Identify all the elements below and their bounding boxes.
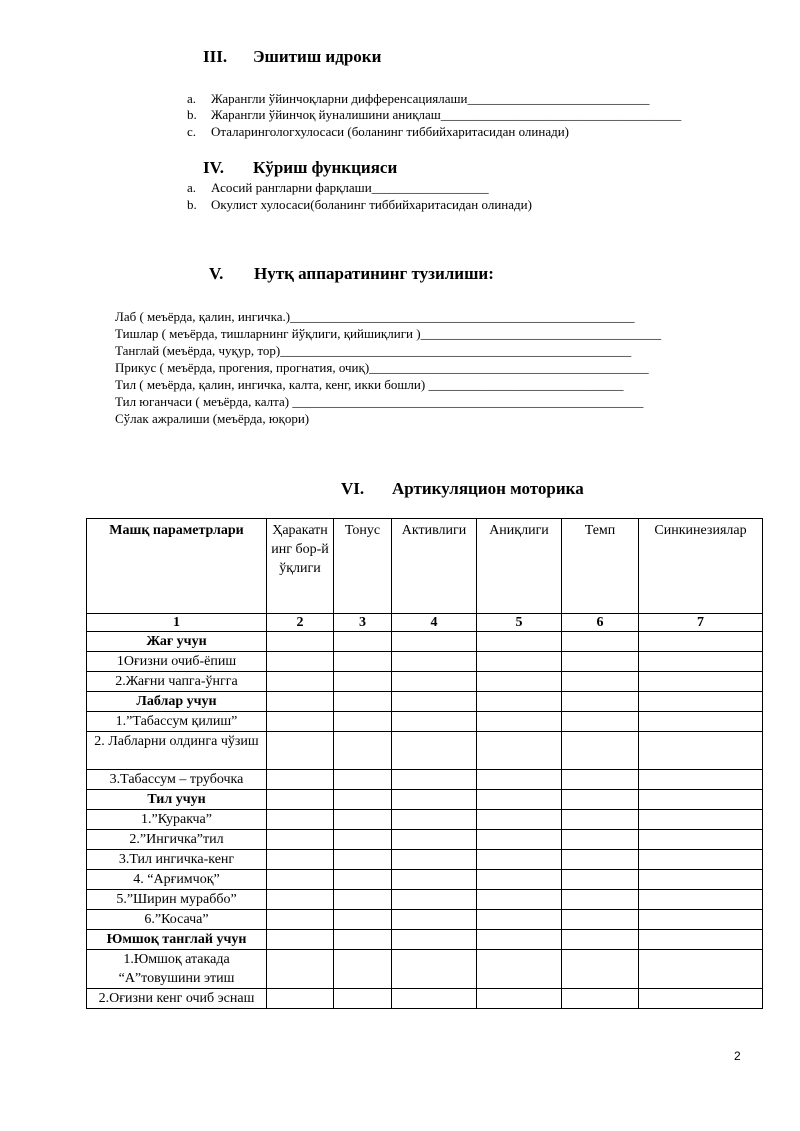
rating-cell[interactable] xyxy=(477,732,562,770)
item-text: Жарангли ўйинчоқларни дифференсациялаши____________________________ xyxy=(211,91,650,106)
exercise-label: 2.”Ингичка”тил xyxy=(87,830,267,850)
header-exercise: Машқ параметрлари xyxy=(87,519,267,614)
rating-cell[interactable] xyxy=(639,732,763,770)
rating-cell[interactable] xyxy=(267,989,334,1009)
frenulum-field: Тил юганчаси ( меъёрда, калта) ______________________________________________________ xyxy=(115,394,644,409)
rating-cell[interactable] xyxy=(267,712,334,732)
rating-cell[interactable] xyxy=(639,672,763,692)
item-marker: a. xyxy=(187,180,197,195)
rating-cell[interactable] xyxy=(334,850,392,870)
rating-cell[interactable] xyxy=(334,692,392,712)
rating-cell[interactable] xyxy=(334,930,392,950)
rating-cell[interactable] xyxy=(392,870,477,890)
rating-cell[interactable] xyxy=(562,632,639,652)
rating-cell[interactable] xyxy=(562,672,639,692)
exercise-label: 6.”Косача” xyxy=(87,910,267,930)
table-header-row xyxy=(87,519,763,614)
rating-cell[interactable] xyxy=(477,930,562,950)
rating-cell[interactable] xyxy=(267,692,334,712)
rating-cell[interactable] xyxy=(477,810,562,830)
table-row xyxy=(87,910,763,930)
rating-cell[interactable] xyxy=(562,950,639,989)
rating-cell[interactable] xyxy=(267,930,334,950)
rating-cell[interactable] xyxy=(562,652,639,672)
table-row xyxy=(87,989,763,1009)
exercise-label: 1.”Табассум қилиш” xyxy=(87,712,267,732)
rating-cell[interactable] xyxy=(562,890,639,910)
exercise-label: 1.Юмшоқ атакада “А”товушини этиш xyxy=(87,950,267,989)
rating-cell[interactable] xyxy=(392,910,477,930)
tongue-field: Тил ( меъёрда, қалин, ингичка, калта, кенг, икки бошли) ______________________________ xyxy=(115,377,624,392)
section-6-heading xyxy=(341,479,584,499)
rating-cell[interactable] xyxy=(639,692,763,712)
exercise-label: 2.Жағни чапга-ўнгга xyxy=(87,672,267,692)
rating-cell[interactable] xyxy=(392,850,477,870)
item-text: Окулист хулосаси(боланинг тиббийхаритасидан олинади) xyxy=(211,197,532,212)
exercise-label: 2. Лабларни олдинга чўзиш xyxy=(87,732,267,770)
table-row xyxy=(87,770,763,790)
table-row xyxy=(87,870,763,890)
rating-cell[interactable] xyxy=(477,672,562,692)
rating-cell[interactable] xyxy=(562,910,639,930)
rating-cell[interactable] xyxy=(392,732,477,770)
rating-cell[interactable] xyxy=(639,910,763,930)
table-section-row xyxy=(87,692,763,712)
rating-cell[interactable] xyxy=(639,890,763,910)
rating-cell[interactable] xyxy=(639,632,763,652)
column-number: 6 xyxy=(562,614,639,632)
rating-cell[interactable] xyxy=(267,950,334,989)
table-row xyxy=(87,652,763,672)
rating-cell[interactable] xyxy=(477,692,562,712)
table-row xyxy=(87,732,763,770)
table-row xyxy=(87,950,763,989)
rating-cell[interactable] xyxy=(334,870,392,890)
rating-cell[interactable] xyxy=(334,652,392,672)
table-row xyxy=(87,890,763,910)
rating-cell[interactable] xyxy=(392,692,477,712)
rating-cell[interactable] xyxy=(334,830,392,850)
header-activity: Активлиги xyxy=(392,519,477,614)
rating-cell[interactable] xyxy=(639,810,763,830)
section-label: Юмшоқ танглай учун xyxy=(87,930,267,950)
section-4-title: Кўриш функцияси xyxy=(253,158,398,177)
rating-cell[interactable] xyxy=(477,770,562,790)
rating-cell[interactable] xyxy=(334,632,392,652)
section-3-item xyxy=(187,107,681,123)
column-number: 4 xyxy=(392,614,477,632)
rating-cell[interactable] xyxy=(392,790,477,810)
item-marker: b. xyxy=(187,197,197,212)
teeth-field: Тишлар ( меъёрда, тишларнинг йўқлиги, қийшиқлиги )_____________________________________ xyxy=(115,326,662,341)
rating-cell[interactable] xyxy=(267,632,334,652)
lip-field: Лаб ( меъёрда, қалин, ингичка.)_____________________________________________________ xyxy=(115,309,635,324)
section-3-numeral: III. xyxy=(203,47,228,66)
rating-cell[interactable] xyxy=(392,652,477,672)
section-4-heading xyxy=(203,158,397,178)
rating-cell[interactable] xyxy=(477,790,562,810)
rating-cell[interactable] xyxy=(477,870,562,890)
rating-cell[interactable] xyxy=(562,732,639,770)
rating-cell[interactable] xyxy=(477,712,562,732)
rating-cell[interactable] xyxy=(392,810,477,830)
articulation-table xyxy=(86,518,763,1009)
item-marker: b. xyxy=(187,107,197,122)
rating-cell[interactable] xyxy=(562,989,639,1009)
section-4-item xyxy=(187,197,532,213)
rating-cell[interactable] xyxy=(392,950,477,989)
rating-cell[interactable] xyxy=(392,712,477,732)
page-number: 2 xyxy=(734,1049,741,1063)
rating-cell[interactable] xyxy=(562,870,639,890)
rating-cell[interactable] xyxy=(562,790,639,810)
header-tempo: Темп xyxy=(562,519,639,614)
section-6-title: Артикуляцион моторика xyxy=(392,479,584,498)
item-marker: c. xyxy=(187,124,197,139)
rating-cell[interactable] xyxy=(267,890,334,910)
table-row xyxy=(87,850,763,870)
section-4-numeral: IV. xyxy=(203,158,224,177)
rating-cell[interactable] xyxy=(477,950,562,989)
rating-cell[interactable] xyxy=(562,712,639,732)
rating-cell[interactable] xyxy=(562,850,639,870)
section-label: Лаблар учун xyxy=(87,692,267,712)
rating-cell[interactable] xyxy=(639,712,763,732)
rating-cell[interactable] xyxy=(267,652,334,672)
rating-cell[interactable] xyxy=(267,732,334,770)
item-marker: a. xyxy=(187,91,197,106)
section-label: Тил учун xyxy=(87,790,267,810)
rating-cell[interactable] xyxy=(334,910,392,930)
rating-cell[interactable] xyxy=(639,830,763,850)
rating-cell[interactable] xyxy=(392,930,477,950)
section-6-numeral: VI. xyxy=(341,479,365,498)
rating-cell[interactable] xyxy=(562,830,639,850)
exercise-label: 5.”Ширин мураббо” xyxy=(87,890,267,910)
rating-cell[interactable] xyxy=(562,692,639,712)
rating-cell[interactable] xyxy=(267,790,334,810)
table-row xyxy=(87,830,763,850)
rating-cell[interactable] xyxy=(267,870,334,890)
rating-cell[interactable] xyxy=(267,672,334,692)
rating-cell[interactable] xyxy=(639,989,763,1009)
rating-cell[interactable] xyxy=(639,770,763,790)
rating-cell[interactable] xyxy=(334,732,392,770)
item-text: Жарангли ўйинчоқ йуналишини аниқлаш_____________________________________ xyxy=(211,107,682,122)
section-5-numeral: V. xyxy=(209,264,224,283)
rating-cell[interactable] xyxy=(267,850,334,870)
rating-cell[interactable] xyxy=(267,830,334,850)
section-3-item xyxy=(187,124,569,140)
rating-cell[interactable] xyxy=(392,770,477,790)
rating-cell[interactable] xyxy=(477,989,562,1009)
table-row xyxy=(87,672,763,692)
rating-cell[interactable] xyxy=(562,810,639,830)
column-number: 1 xyxy=(87,614,267,632)
column-number: 5 xyxy=(477,614,562,632)
section-5-title: Нутқ аппаратининг тузилиши: xyxy=(254,264,494,283)
exercise-label: 3.Табассум – трубочка xyxy=(87,770,267,790)
column-number: 3 xyxy=(334,614,392,632)
table-section-row xyxy=(87,930,763,950)
section-label: Жағ учун xyxy=(87,632,267,652)
section-4-item xyxy=(187,180,489,196)
bite-field: Прикус ( меъёрда, прогения, прогнатия, очиқ)___________________________________________ xyxy=(115,360,649,375)
rating-cell[interactable] xyxy=(392,890,477,910)
rating-cell[interactable] xyxy=(639,652,763,672)
rating-cell[interactable] xyxy=(334,810,392,830)
header-synkinesis: Синкинезиялар xyxy=(639,519,763,614)
rating-cell[interactable] xyxy=(639,850,763,870)
header-tone: Тонус xyxy=(334,519,392,614)
rating-cell[interactable] xyxy=(334,770,392,790)
section-3-item xyxy=(187,91,650,107)
rating-cell[interactable] xyxy=(477,632,562,652)
exercise-label: 1.”Куракча” xyxy=(87,810,267,830)
salivation-field: Сўлак ажралиши (меъёрда, юқори) xyxy=(115,411,310,426)
exercise-label: 3.Тил ингичка-кенг xyxy=(87,850,267,870)
column-number: 2 xyxy=(267,614,334,632)
item-text: Оталарингологхулосаси (боланинг тиббийхаритасидан олинади) xyxy=(211,124,570,139)
rating-cell[interactable] xyxy=(334,672,392,692)
rating-cell[interactable] xyxy=(334,712,392,732)
rating-cell[interactable] xyxy=(562,930,639,950)
rating-cell[interactable] xyxy=(639,790,763,810)
rating-cell[interactable] xyxy=(392,672,477,692)
rating-cell[interactable] xyxy=(334,950,392,989)
rating-cell[interactable] xyxy=(267,810,334,830)
table-section-row xyxy=(87,790,763,810)
exercise-label: 2.Оғизни кенг очиб эснаш xyxy=(87,989,267,1009)
item-text: Асосий рангларни фарқлаши__________________ xyxy=(211,180,489,195)
rating-cell[interactable] xyxy=(639,950,763,989)
section-5-heading xyxy=(209,264,494,284)
rating-cell[interactable] xyxy=(267,910,334,930)
rating-cell[interactable] xyxy=(334,790,392,810)
rating-cell[interactable] xyxy=(392,632,477,652)
table-row xyxy=(87,810,763,830)
exercise-label: 4. “Арғимчоқ” xyxy=(87,870,267,890)
table-section-row xyxy=(87,632,763,652)
rating-cell[interactable] xyxy=(562,770,639,790)
table-row xyxy=(87,712,763,732)
exercise-label: 1Оғизни очиб-ёпиш xyxy=(87,652,267,672)
rating-cell[interactable] xyxy=(334,890,392,910)
column-number-row xyxy=(87,614,763,632)
header-accuracy: Аниқлиги xyxy=(477,519,562,614)
rating-cell[interactable] xyxy=(477,910,562,930)
palate-field: Танглай (меъёрда, чуқур, тор)______________________________________________________ xyxy=(115,343,632,358)
section-3-heading xyxy=(203,47,381,67)
rating-cell[interactable] xyxy=(267,770,334,790)
rating-cell[interactable] xyxy=(477,830,562,850)
rating-cell[interactable] xyxy=(639,930,763,950)
rating-cell[interactable] xyxy=(392,830,477,850)
section-3-title: Эшитиш идроки xyxy=(253,47,382,66)
rating-cell[interactable] xyxy=(334,989,392,1009)
rating-cell[interactable] xyxy=(477,652,562,672)
rating-cell[interactable] xyxy=(639,870,763,890)
rating-cell[interactable] xyxy=(477,890,562,910)
column-number: 7 xyxy=(639,614,763,632)
rating-cell[interactable] xyxy=(392,989,477,1009)
header-presence: Ҳаракатнинг бор-йўқлиги xyxy=(267,519,334,614)
rating-cell[interactable] xyxy=(477,850,562,870)
